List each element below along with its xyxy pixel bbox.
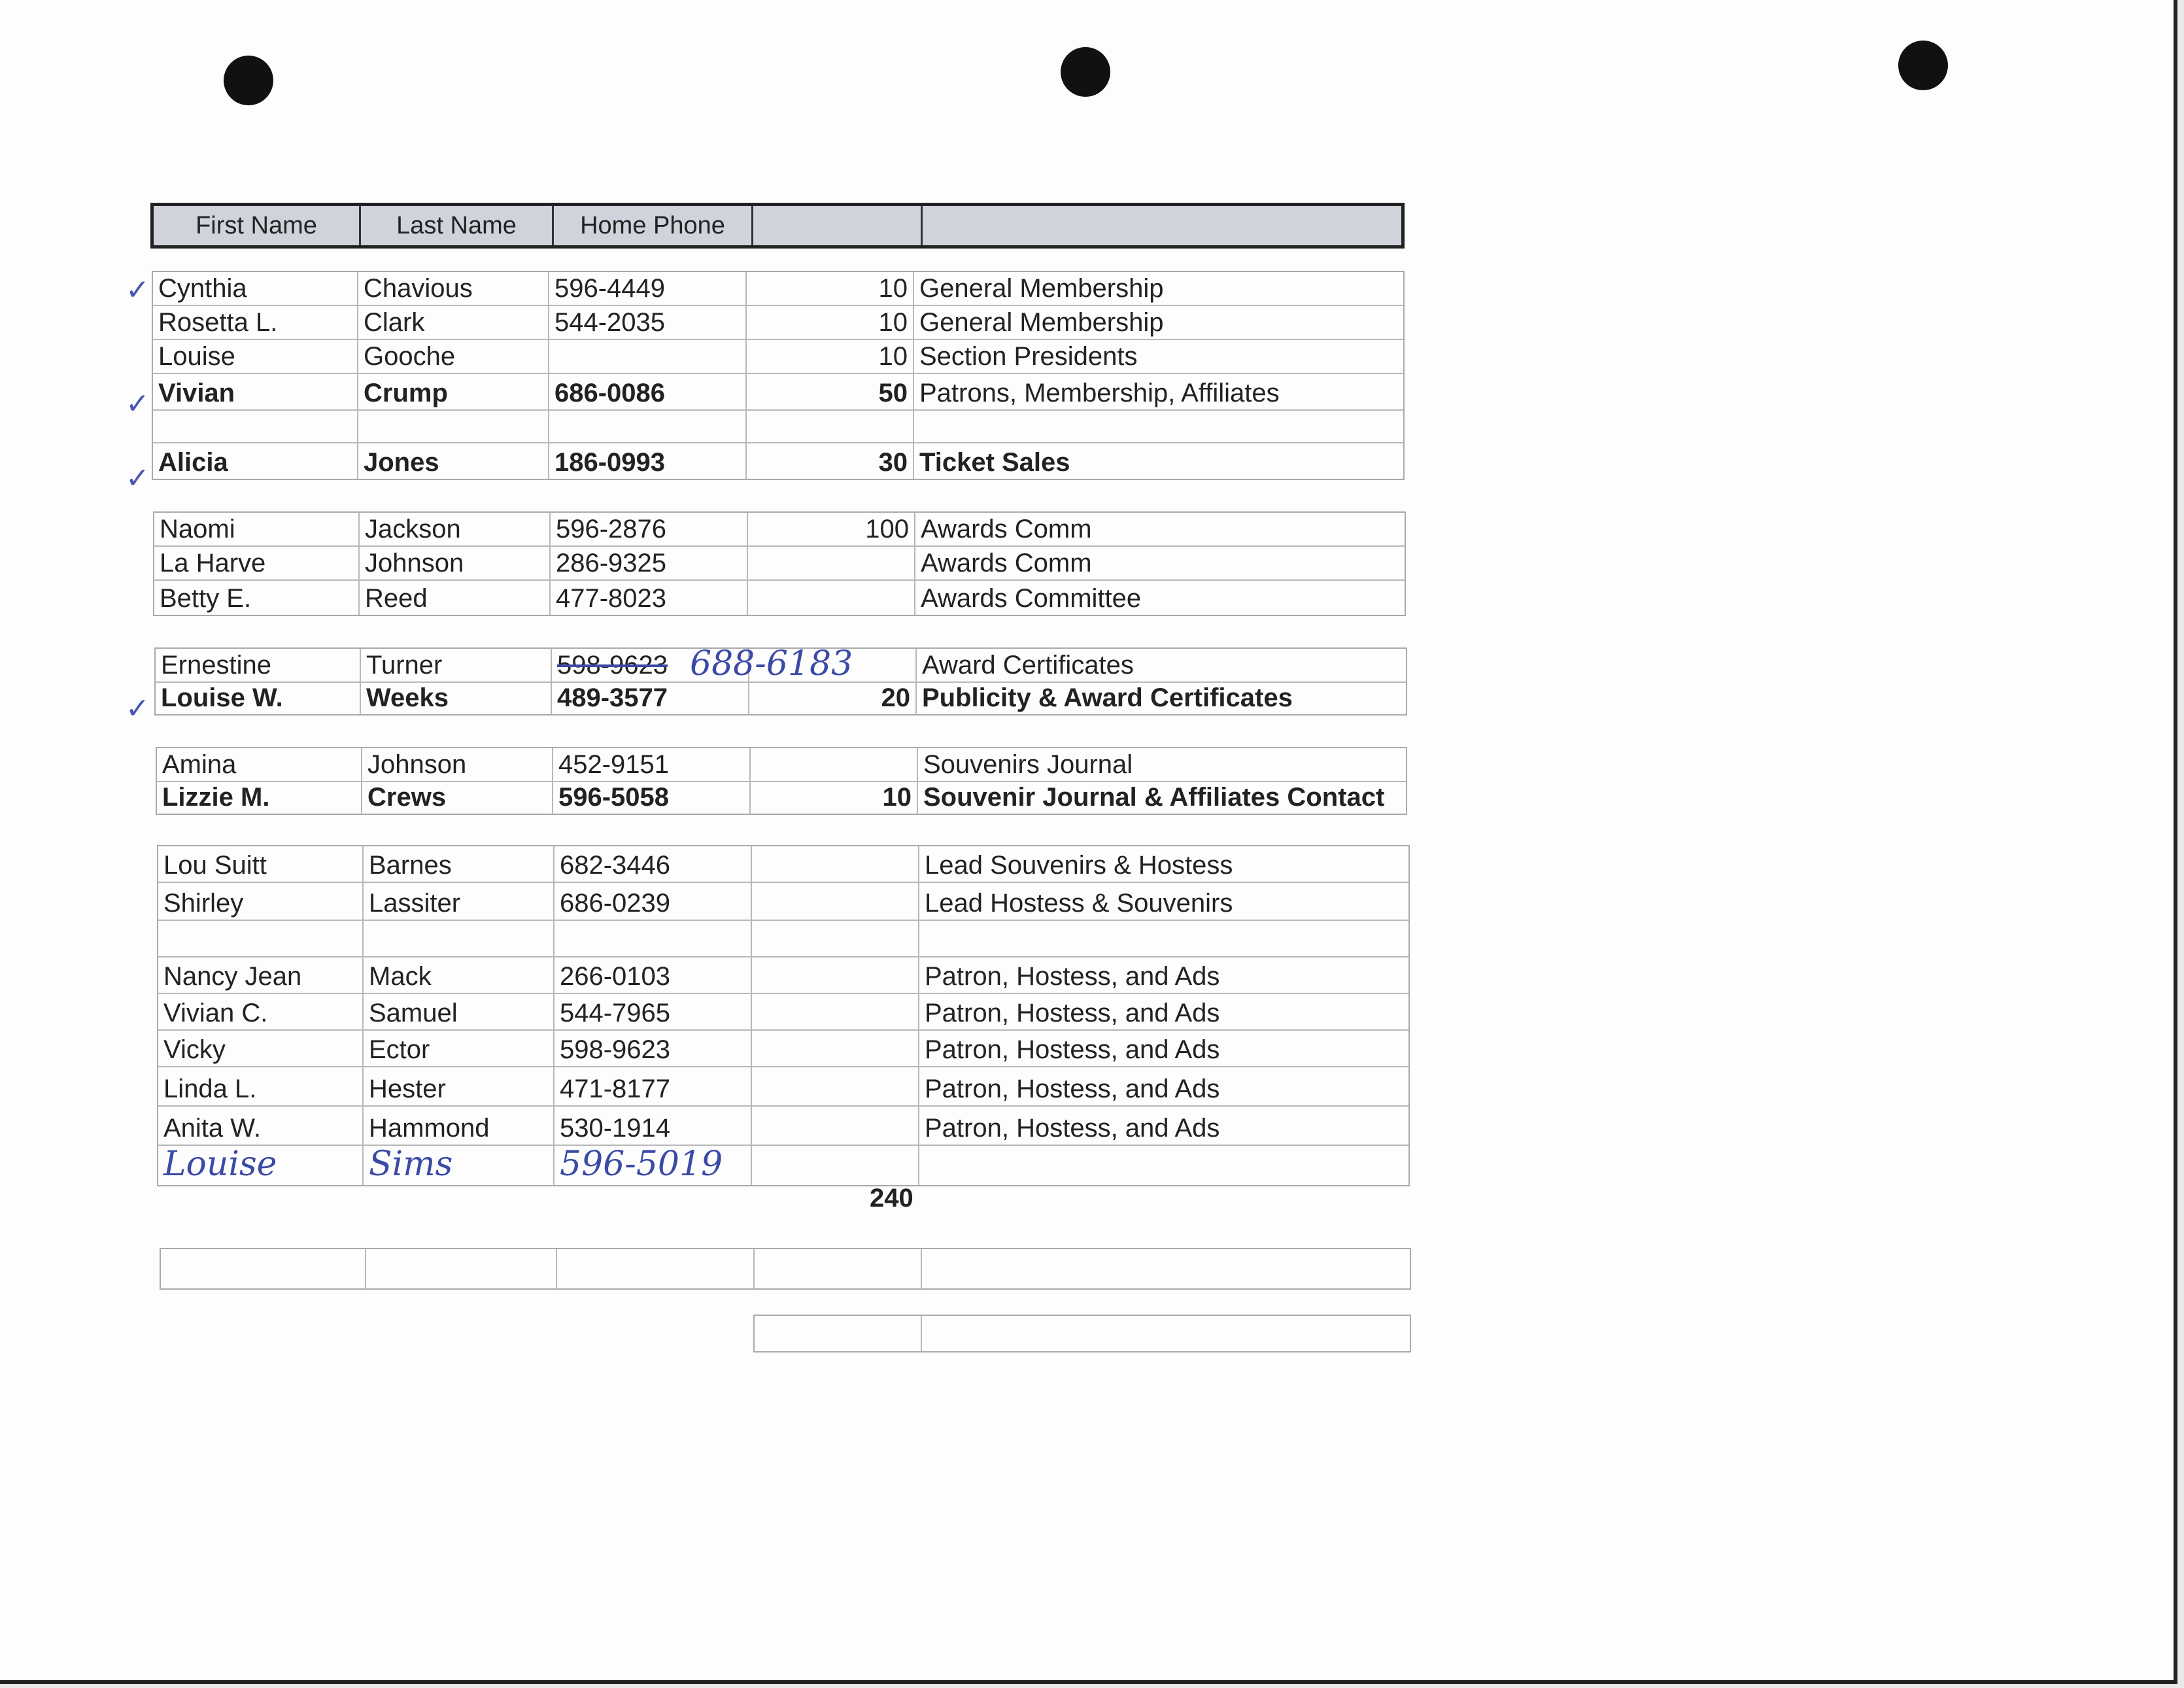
cell-last: Hester (364, 1067, 555, 1105)
table-row (158, 994, 1408, 1031)
cell-amount: 100 (748, 513, 915, 545)
cell-last: Johnson (360, 547, 551, 579)
cell-phone: 186-0993 (549, 443, 747, 479)
cell-last: Weeks (361, 683, 552, 714)
cell-phone: 596-4449 (549, 272, 747, 305)
table-row (158, 1067, 1408, 1107)
cell-empty (922, 1249, 1410, 1288)
table-row (153, 374, 1403, 411)
table-row (153, 411, 1403, 443)
cell-first: Cynthia (153, 272, 358, 305)
cell-amount: 10 (751, 782, 918, 814)
header-col4 (753, 206, 923, 245)
punch-hole (1061, 47, 1110, 97)
cell-first: Alicia (153, 443, 358, 479)
cell-empty (755, 1316, 922, 1351)
cell-amount (752, 1107, 919, 1145)
empty-row (160, 1248, 1411, 1290)
table-row (158, 1031, 1408, 1067)
cell-role: Souvenir Journal & Affiliates Contact (923, 783, 1385, 812)
cell-amount (748, 547, 915, 579)
cell-amount (751, 748, 918, 781)
cell-last: Gooche (358, 340, 549, 373)
cell-phone (549, 411, 747, 442)
header-last-name: Last Name (361, 206, 554, 245)
cell-phone: 596-2876 (551, 513, 748, 545)
cell-first (158, 921, 364, 956)
cell-empty (755, 1249, 922, 1288)
cell-first: Amina (157, 748, 362, 781)
cell-phone: 489-3577 (552, 683, 749, 714)
table-row (153, 443, 1403, 479)
cell-role: Section Presidents (919, 342, 1138, 371)
cell-first: Anita W. (158, 1107, 364, 1145)
check-mark-icon: ✓ (126, 692, 150, 725)
cell-last-handwritten: Sims (364, 1146, 555, 1185)
table-row (158, 1146, 1408, 1185)
cell-last: Chavious (358, 272, 549, 305)
cell-amount: 10 (747, 306, 914, 339)
table-group (153, 511, 1406, 616)
check-mark-icon: ✓ (126, 387, 150, 421)
cell-amount: 30 (747, 443, 914, 479)
cell-first: La Harve (154, 547, 360, 579)
cell-phone: 544-2035 (549, 306, 747, 339)
cell-empty (557, 1249, 755, 1288)
cell-last: Jackson (360, 513, 551, 545)
cell-first: Lou Suitt (158, 846, 364, 882)
cell-first: Naomi (154, 513, 360, 545)
cell-phone: 266-0103 (555, 957, 752, 993)
cell-last: Clark (358, 306, 549, 339)
cell-first: Vivian (153, 374, 358, 409)
cell-role: Awards Comm (921, 549, 1092, 577)
table-row (158, 883, 1408, 921)
cell-last: Johnson (362, 748, 553, 781)
total-amount: 240 (870, 1184, 913, 1213)
cell-amount (752, 883, 919, 920)
table-row (154, 547, 1405, 581)
cell-last: Barnes (364, 846, 555, 882)
cell-amount (747, 411, 914, 442)
header-col5 (923, 206, 1401, 245)
cell-amount (752, 921, 919, 956)
table-row (158, 846, 1408, 883)
cell-last: Samuel (364, 994, 555, 1029)
table-header (150, 203, 1405, 249)
cell-first: Lizzie M. (157, 782, 362, 814)
cell-role: Award Certificates (922, 651, 1134, 680)
cell-role: Awards Committee (921, 584, 1142, 613)
table-group (152, 271, 1405, 480)
table-row (156, 683, 1406, 714)
cell-role (919, 921, 1408, 956)
cell-phone: 471-8177 (555, 1067, 752, 1105)
cell-last (358, 411, 549, 442)
cell-role: Lead Souvenirs & Hostess (925, 851, 1233, 880)
cell-first: Linda L. (158, 1067, 364, 1105)
punch-hole (1898, 41, 1948, 90)
table-row (153, 272, 1403, 306)
table-row (158, 921, 1408, 957)
cell-last: Crump (358, 374, 549, 409)
cell-role: Ticket Sales (919, 448, 1070, 477)
cell-amount (752, 1146, 919, 1185)
cell-last: Crews (362, 782, 553, 814)
cell-last: Turner (361, 649, 552, 681)
table-row (153, 340, 1403, 374)
cell-role: Awards Comm (921, 515, 1092, 543)
cell-empty (922, 1316, 1410, 1351)
header-home-phone: Home Phone (554, 206, 753, 245)
cell-amount (752, 1067, 919, 1105)
cell-phone-struck: 598-9623 (552, 649, 749, 681)
cell-role (919, 1146, 1408, 1185)
empty-row (753, 1315, 1411, 1352)
cell-first-handwritten: Louise (158, 1146, 364, 1185)
cell-phone: 530-1914 (555, 1107, 752, 1145)
table-row (157, 782, 1406, 814)
cell-phone: 686-0239 (555, 883, 752, 920)
cell-role: Patron, Hostess, and Ads (925, 999, 1220, 1027)
cell-role: General Membership (919, 274, 1164, 303)
punch-hole (224, 56, 273, 105)
cell-phone: 682-3446 (555, 846, 752, 882)
cell-role (914, 411, 1403, 442)
table-group (157, 845, 1410, 1186)
cell-role: Patron, Hostess, and Ads (925, 1035, 1220, 1064)
cell-amount (752, 846, 919, 882)
cell-amount: 10 (747, 340, 914, 373)
cell-role: Lead Hostess & Souvenirs (925, 889, 1233, 918)
table-row (153, 306, 1403, 340)
table-row (157, 748, 1406, 782)
cell-first: Betty E. (154, 581, 360, 615)
cell-role: Patron, Hostess, and Ads (925, 1075, 1220, 1103)
cell-last: Lassiter (364, 883, 555, 920)
cell-last: Ector (364, 1031, 555, 1066)
cell-amount (752, 957, 919, 993)
cell-role: Souvenirs Journal (923, 750, 1133, 779)
cell-phone-handwritten: 596-5019 (555, 1146, 752, 1185)
cell-last: Jones (358, 443, 549, 479)
cell-first: Vicky (158, 1031, 364, 1066)
cell-empty (161, 1249, 366, 1288)
cell-first: Louise W. (156, 683, 361, 714)
cell-amount (748, 581, 915, 615)
check-mark-icon: ✓ (126, 462, 150, 495)
cell-first: Vivian C. (158, 994, 364, 1029)
table-row (158, 957, 1408, 994)
table-row (158, 1107, 1408, 1146)
table-row (154, 581, 1405, 615)
cell-phone: 596-5058 (553, 782, 751, 814)
cell-phone (555, 921, 752, 956)
cell-phone: 686-0086 (549, 374, 747, 409)
cell-role: Publicity & Award Certificates (922, 683, 1293, 712)
cell-amount (752, 994, 919, 1029)
table-row (154, 513, 1405, 547)
cell-phone (549, 340, 747, 373)
cell-role: Patrons, Membership, Affiliates (919, 379, 1280, 407)
cell-last (364, 921, 555, 956)
cell-amount: 10 (747, 272, 914, 305)
check-mark-icon: ✓ (126, 273, 150, 307)
handwritten-new-phone: 688-6183 (690, 644, 853, 683)
table-row (161, 1249, 1410, 1288)
cell-phone: 477-8023 (551, 581, 748, 615)
cell-last: Hammond (364, 1107, 555, 1145)
cell-first (153, 411, 358, 442)
cell-phone: 598-9623 (555, 1031, 752, 1066)
cell-amount: 20 (749, 683, 917, 714)
cell-last: Mack (364, 957, 555, 993)
cell-phone: 286-9325 (551, 547, 748, 579)
cell-first: Nancy Jean (158, 957, 364, 993)
cell-role: Patron, Hostess, and Ads (925, 1114, 1220, 1143)
cell-phone: 452-9151 (553, 748, 751, 781)
header-first-name: First Name (154, 206, 361, 245)
table-row (755, 1316, 1410, 1351)
cell-amount (752, 1031, 919, 1066)
cell-first: Shirley (158, 883, 364, 920)
cell-phone: 544-7965 (555, 994, 752, 1029)
cell-first: Louise (153, 340, 358, 373)
table-group (156, 747, 1407, 815)
cell-last: Reed (360, 581, 551, 615)
cell-empty (366, 1249, 557, 1288)
cell-first: Ernestine (156, 649, 361, 681)
cell-role: Patron, Hostess, and Ads (925, 962, 1220, 991)
cell-amount: 50 (747, 374, 914, 409)
cell-role: General Membership (919, 308, 1164, 337)
cell-first: Rosetta L. (153, 306, 358, 339)
